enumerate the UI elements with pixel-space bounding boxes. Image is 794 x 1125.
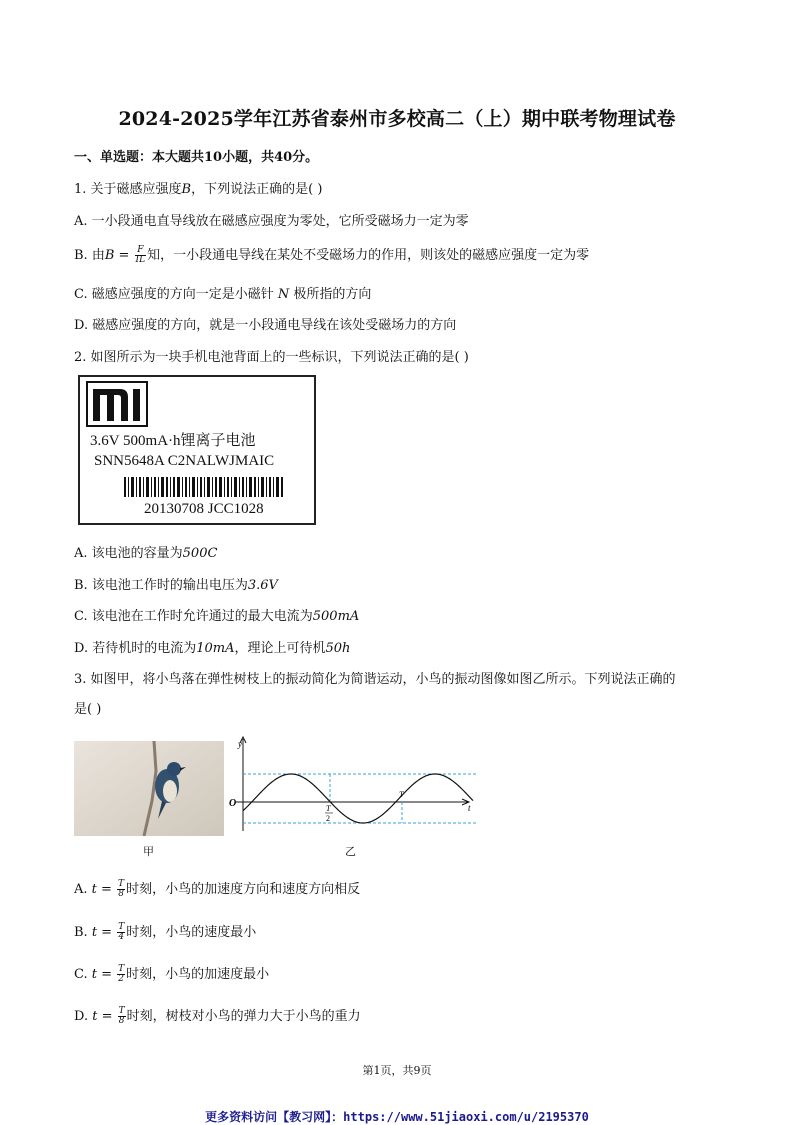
caption-yi: 乙 — [345, 845, 356, 858]
section-heading: 一、单选题：本大题共10小题，共40分。 — [74, 150, 319, 165]
mi-logo-icon — [86, 381, 148, 427]
q2-option-b: B. 该电池工作时的输出电压为3.6V — [74, 578, 278, 593]
q2-option-c: C. 该电池在工作时允许通过的最大电流为500mA — [74, 609, 360, 624]
barcode-icon — [124, 477, 284, 497]
q2-stem: 2. 如图所示为一块手机电池背面上的一些标识，下列说法正确的是( ) — [74, 350, 469, 365]
origin-label: O — [229, 798, 237, 809]
x-axis-label: t — [468, 803, 471, 813]
period-label: T — [399, 790, 404, 799]
battery-label-figure — [78, 375, 316, 525]
half-period-den: 2 — [326, 814, 330, 823]
battery-serial-line: SNN5648A C2NALWJMAIC — [94, 453, 275, 469]
q3-stem-line2: 是( ) — [74, 702, 102, 717]
q1-stem: 1. 关于磁感应强度B，下列说法正确的是( ) — [74, 182, 323, 197]
q2-option-a: A. 该电池的容量为500C — [74, 546, 218, 561]
q3-option-c: C. t = $\frac{T}{2}$ 时刻，小鸟的加速度最小 — [74, 964, 270, 984]
q3-option-d: D. t = $\frac{T}{8}$ 时刻，树枝对小鸟的弹力大于小鸟的重力 — [74, 1006, 361, 1026]
battery-spec-line: 3.6V 500mA·h锂离子电池 — [90, 433, 256, 449]
q3-stem-line1: 3. 如图甲，将小鸟落在弹性树枝上的振动简化为简谐运动，小鸟的振动图像如图乙所示。下列说法正确的 — [74, 672, 676, 687]
caption-jia: 甲 — [143, 845, 154, 858]
bird-photo — [74, 741, 224, 836]
half-period-num: T — [326, 804, 331, 813]
q3-option-b: B. t = $\frac{T}{4}$ 时刻，小鸟的速度最小 — [74, 922, 257, 942]
q1-option-a: A. 一小段通电直导线放在磁感应强度为零处，它所受磁场力一定为零 — [74, 214, 469, 229]
q2-option-d: D. 若待机时的电流为10mA，理论上可待机50h — [74, 641, 351, 656]
q1-option-c: C. 磁感应强度的方向一定是小磁针 N 极所指的方向 — [74, 287, 372, 302]
vibration-graph-svg — [228, 735, 483, 835]
promo-link[interactable]: 更多资料访问【教习网】：https://www.51jiaoxi.com/u/2195370 — [205, 1110, 589, 1124]
q1-option-b: B. 由B = $\frac{F}{IL}$ 知，一小段通电导线在某处不受磁场力的作用，则该处的磁感应强度一定为零 — [74, 245, 590, 265]
q1-option-d: D. 磁感应强度的方向，就是一小段通电导线在该处受磁场力的方向 — [74, 318, 457, 333]
vibration-graph — [228, 735, 483, 835]
page-footer: 第1页，共9页 — [362, 1064, 432, 1077]
y-axis-label: y — [238, 739, 242, 749]
sine-wave — [243, 774, 473, 823]
battery-date-line: 20130708 JCC1028 — [144, 501, 264, 517]
q3-option-a: A. t = $\frac{T}{8}$ 时刻，小鸟的加速度方向和速度方向相反 — [74, 879, 361, 899]
page-title: 2024-2025学年江苏省泰州市多校高二（上）期中联考物理试卷 — [118, 108, 676, 130]
bird-on-branch-icon — [74, 741, 224, 836]
